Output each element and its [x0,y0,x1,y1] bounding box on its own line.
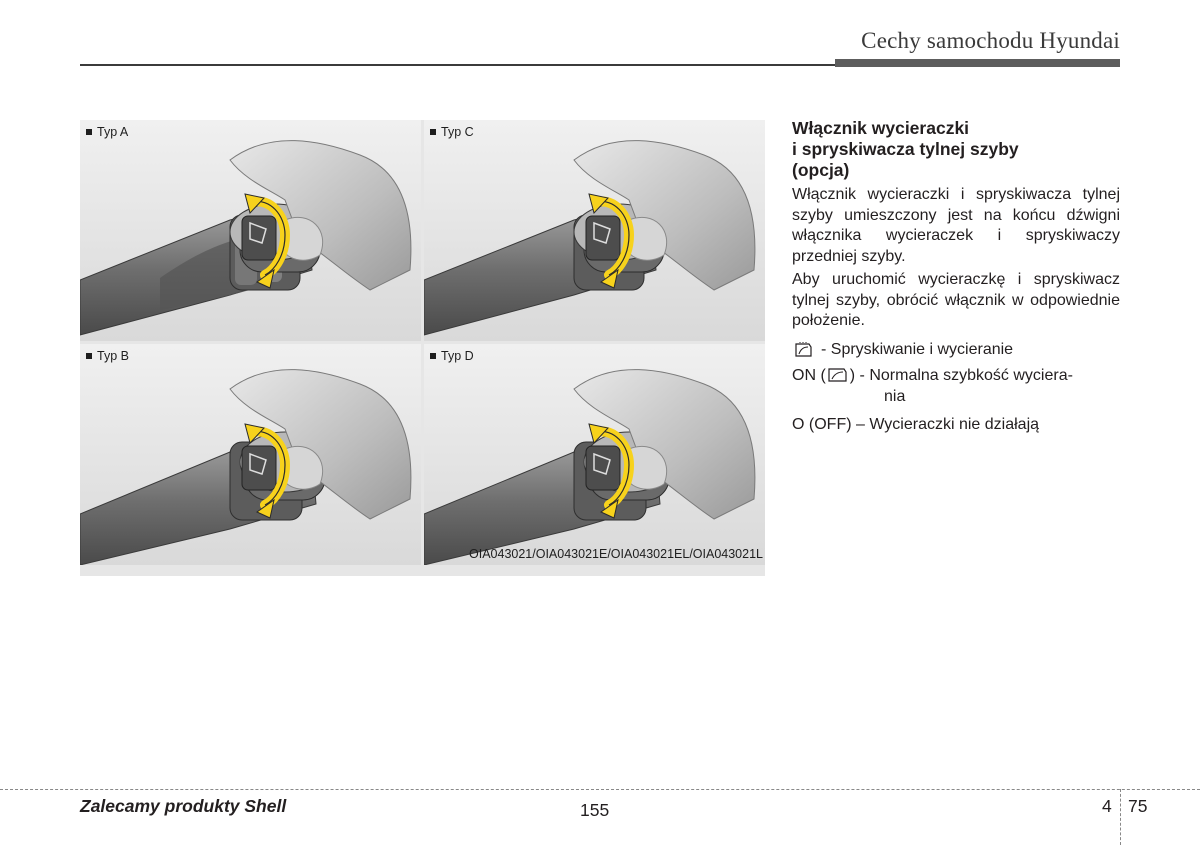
list-item-off: O (OFF) – Wycieraczki nie działają [792,416,1040,433]
list-item-wash: - Spryskiwanie i wycieranie [792,340,1120,361]
bullet-square [86,353,92,359]
bullet-square [430,353,436,359]
list-item-on: ON ( ) - Normalna szybkość wyciera- nia [792,367,1073,405]
panel-label-a: Typ A [97,125,129,139]
wiper-stalk-illustration [424,344,765,565]
panel-label-d: Typ D [441,349,474,363]
panel-typ-b [80,344,421,565]
header-rule [80,64,835,66]
wiper-stalk-illustration [80,120,421,341]
page-number: 155 [580,800,610,820]
section-title: Włącznik wycieraczki i spryskiwacza tylnej szyby (opcja) [792,118,1019,180]
header-title: Cechy samochodu Hyundai [861,28,1120,53]
footer-slogan: Zalecamy produkty Shell [80,796,287,816]
footer-rule [0,789,1200,790]
panel-label-b: Typ B [97,349,129,363]
footer-divider [1120,789,1121,845]
bullet-square [86,129,92,135]
paragraph-location: Włącznik wycieraczki i spryskiwacza tylnej szyby umieszczony jest na końcu dźwigni włącznika wycieraczek i spryskiwaczy przedniej szyby. [792,186,1120,265]
wiper-stalk-illustration [80,344,421,565]
header-bar [835,59,1120,67]
panel-typ-d [424,344,765,565]
bullet-square [430,129,436,135]
figure-code: OIA043021/OIA043021E/OIA043021EL/OIA043021L [469,547,763,561]
section-rear-wiper [792,118,1120,436]
paragraph-operation: Aby uruchomić wycieraczkę i spryskiwacz tylnej szyby, obrócić włącznik w odpowiednie położenie. [792,271,1120,329]
panel-typ-a [80,120,421,341]
chapter-number: 4 [1102,796,1112,816]
panel-typ-c [424,120,765,341]
panel-label-c: Typ C [441,125,474,139]
wiper-switch-figure [80,120,765,576]
chapter-page-number: 75 [1128,796,1148,816]
wiper-stalk-illustration [424,120,765,341]
rear-wiper-icon [827,366,849,384]
rear-washer-icon [793,341,815,359]
